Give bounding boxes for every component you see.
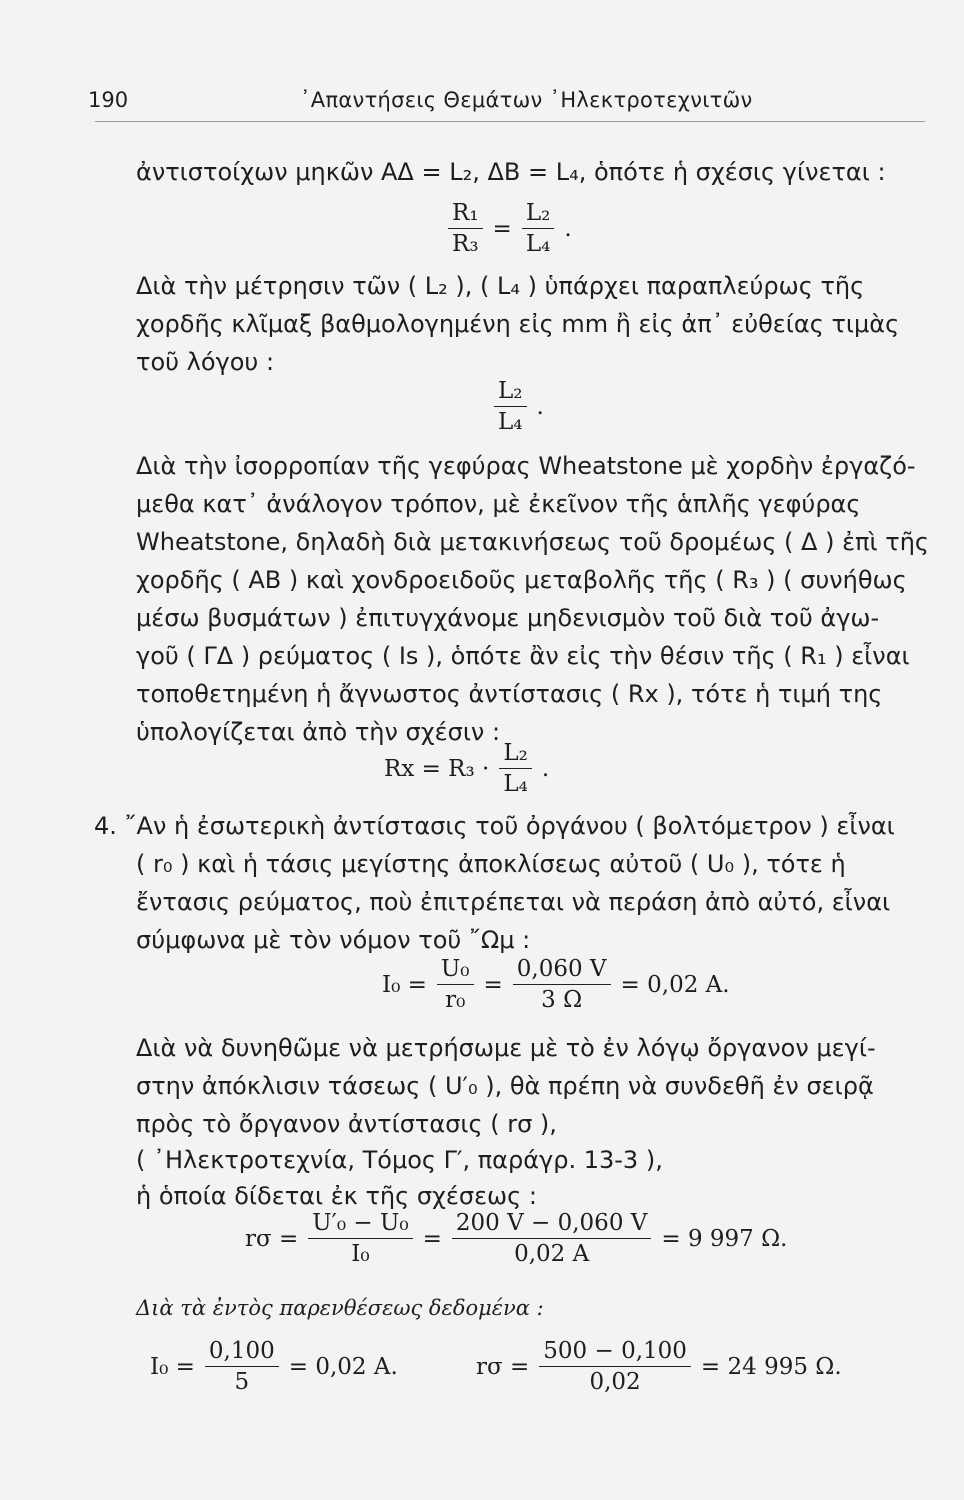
fraction <box>539 1338 691 1395</box>
text-line: ( ᾿Ηλεκτροτεχνία, Τόμος Γ′, παράγρ. 13-3 ), <box>136 1146 663 1174</box>
equals-sign: = <box>422 1225 442 1252</box>
denominator: I₀ <box>351 1241 370 1267</box>
equation-rhs: = 0,02 A. <box>620 971 730 998</box>
fraction <box>308 1210 412 1267</box>
equation-lhs: I₀ = <box>382 971 427 998</box>
equation-series-resistance <box>245 1210 788 1267</box>
equation-lhs: rσ = <box>476 1353 530 1380</box>
fraction <box>205 1338 279 1395</box>
equation-lhs: Rx = R₃ · <box>384 755 490 782</box>
header-rule <box>95 121 925 122</box>
denominator: r₀ <box>445 987 466 1013</box>
numerator: L₂ <box>494 378 527 407</box>
fraction <box>494 378 527 435</box>
denominator: 0,02 <box>589 1369 641 1395</box>
fraction <box>452 1210 651 1267</box>
equation-alt-resistance <box>476 1338 842 1395</box>
text-line: μέσω βυσμάτων ) ἐπιτυγχάνομε μηδενισμὸν τοῦ διὰ τοῦ ἀγω- <box>136 604 880 632</box>
denominator: 3 Ω <box>541 987 583 1013</box>
italic-subheading: Διὰ τὰ ἐντὸς παρενθέσεως δεδομένα : <box>136 1296 544 1320</box>
text-line: πρὸς τὸ ὄργανον ἀντίστασις ( rσ ), <box>136 1110 557 1138</box>
text-line: χορδῆς κλῖμαξ βαθμολογημένη εἰς mm ἢ εἰς ἀπ᾿ εὐθείας τιμὰς <box>136 310 900 338</box>
text-line: μεθα κατ᾿ ἀνάλογον τρόπον, μὲ ἐκεῖνον τῆς ἁπλῆς γεφύρας <box>136 490 861 518</box>
numerator: R₁ <box>448 200 483 229</box>
denominator: L₄ <box>525 231 551 257</box>
text-line: Διὰ νὰ δυνηθῶμε νὰ μετρήσωμε μὲ τὸ ἐν λόγῳ ὄργανον μεγί- <box>136 1034 876 1062</box>
numerator: L₂ <box>522 200 555 229</box>
punctuation: . <box>536 393 544 420</box>
equation-lhs: I₀ = <box>150 1353 195 1380</box>
text-line: ἔντασις ρεύματος, ποὺ ἐπιτρέπεται νὰ περάση ἀπὸ αὐτό, εἶναι <box>136 888 891 916</box>
numerator: U′₀ − U₀ <box>308 1210 412 1239</box>
equation-rhs: = 9 997 Ω. <box>661 1225 788 1252</box>
text-line: τοποθετημένη ἡ ἄγνωστος ἀντίστασις ( Rx ), τότε ἡ τιμή της <box>136 680 883 708</box>
punctuation: . <box>541 755 550 782</box>
text-line: χορδῆς ( ΑΒ ) καὶ χονδροειδοῦς μεταβολῆς τῆς ( R₃ ) ( συνήθως <box>136 566 907 594</box>
equals-sign: = <box>483 971 503 998</box>
text-line: ὑπολογίζεται ἀπὸ τὴν σχέσιν : <box>136 718 501 746</box>
denominator: L₄ <box>498 409 523 435</box>
text-line: 4. ῎Αν ἡ ἐσωτερικὴ ἀντίστασις τοῦ ὀργάνου ( βολτόμετρον ) εἶναι <box>94 812 895 840</box>
text-line: ἀντιστοίχων μηκῶν ΑΔ = L₂, ΔΒ = L₄, ὁπότε ἡ σχέσις γίνεται : <box>136 158 886 186</box>
text-line: γοῦ ( ΓΔ ) ρεύματος ( Is ), ὁπότε ἂν εἰς τὴν θέσιν τῆς ( R₁ ) εἶναι <box>136 642 910 670</box>
text-line: Διὰ τὴν ἰσορροπίαν τῆς γεφύρας Wheatstone μὲ χορδὴν ἐργαζό- <box>136 452 916 480</box>
text-line: στην ἀπόκλισιν τάσεως ( U′₀ ), θὰ πρέπη νὰ συνδεθῆ ἐν σειρᾷ <box>136 1072 874 1100</box>
equation-current <box>382 956 730 1013</box>
numerator: L₂ <box>499 740 532 769</box>
numerator: 500 − 0,100 <box>539 1338 691 1367</box>
denominator: R₃ <box>452 231 479 257</box>
page-number: 190 <box>88 88 129 112</box>
equation-rx <box>384 740 549 797</box>
equation-rhs: = 24 995 Ω. <box>700 1353 842 1380</box>
text-line: τοῦ λόγου : <box>136 348 275 376</box>
numerator: U₀ <box>437 956 474 985</box>
fraction <box>499 740 532 797</box>
numerator: 0,060 V <box>513 956 611 985</box>
running-header: ᾿Απαντήσεις Θεμάτων ᾿Ηλεκτροτεχνιτῶν <box>300 88 753 112</box>
equation-lhs: rσ = <box>245 1225 299 1252</box>
equation-alt-current <box>150 1338 398 1395</box>
denominator: L₄ <box>503 771 528 797</box>
denominator: 5 <box>234 1369 250 1395</box>
fraction <box>513 956 611 1013</box>
text-line: ( r₀ ) καὶ ἡ τάσις μεγίστης ἀποκλίσεως αὐτοῦ ( U₀ ), τότε ἡ <box>136 850 846 878</box>
punctuation: . <box>564 215 572 242</box>
equation-ratio <box>448 200 572 257</box>
numerator: 0,100 <box>205 1338 279 1367</box>
equals-sign: = <box>492 215 512 242</box>
text-line: Wheatstone, δηλαδὴ διὰ μετακινήσεως τοῦ δρομέως ( Δ ) ἐπὶ τῆς <box>136 528 929 556</box>
numerator: 200 V − 0,060 V <box>452 1210 651 1239</box>
fraction <box>448 200 483 257</box>
text-line: ἡ ὁποία δίδεται ἐκ τῆς σχέσεως : <box>136 1182 537 1210</box>
fraction <box>437 956 474 1013</box>
text-line: σύμφωνα μὲ τὸν νόμον τοῦ ῎Ωμ : <box>136 926 531 954</box>
fraction <box>522 200 555 257</box>
equation-ratio-scale <box>494 378 544 435</box>
text-line: Διὰ τὴν μέτρησιν τῶν ( L₂ ), ( L₄ ) ὑπάρχει παραπλεύρως τῆς <box>136 272 865 300</box>
equation-rhs: = 0,02 A. <box>288 1353 398 1380</box>
denominator: 0,02 A <box>514 1241 590 1267</box>
